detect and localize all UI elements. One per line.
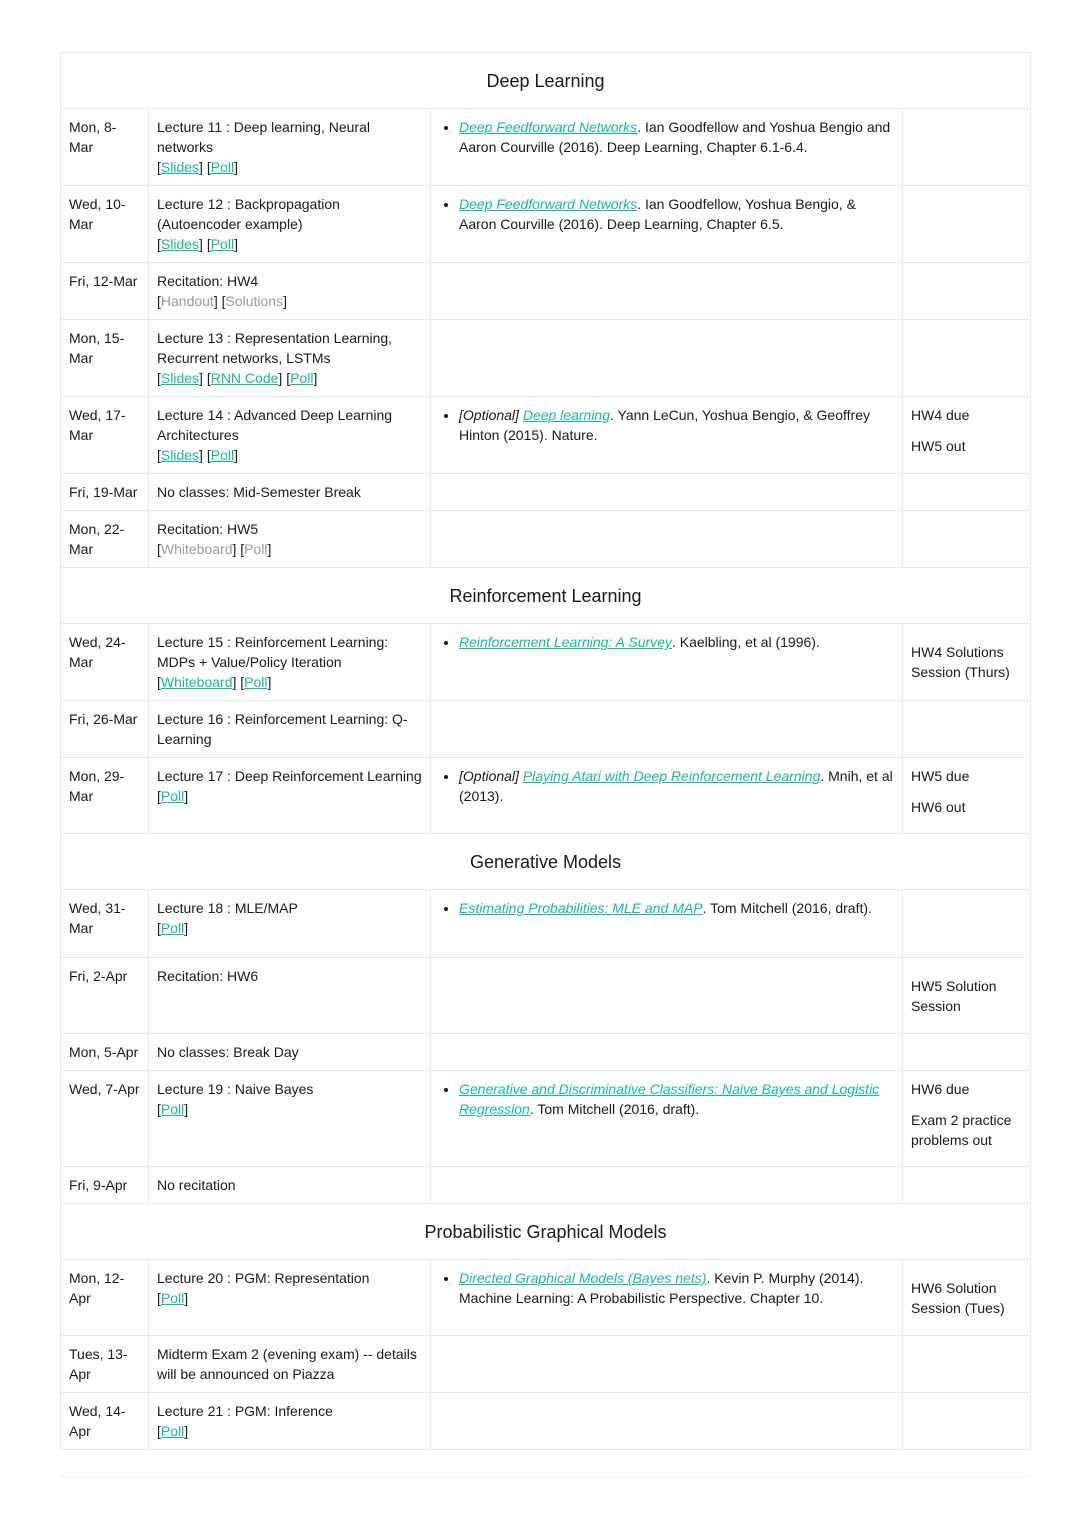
schedule-row — [61, 511, 1031, 568]
material-link-poll[interactable]: Poll — [210, 447, 235, 463]
reading-cell — [431, 474, 903, 511]
bracket: [ — [157, 370, 161, 386]
schedule-row — [61, 1336, 1031, 1393]
date-cell: Fri, 19-Mar — [61, 474, 149, 511]
material-link-poll[interactable]: Poll — [160, 1290, 185, 1306]
topic-cell — [149, 758, 431, 834]
date-cell: Fri, 26-Mar — [61, 701, 149, 758]
date-cell: Wed, 31-Mar — [61, 890, 149, 958]
due-cell — [903, 758, 1031, 834]
materials-links — [157, 1288, 422, 1308]
reading-item — [459, 1268, 894, 1308]
reading-cell — [431, 1071, 903, 1167]
material-link-whiteboard[interactable]: Whiteboard — [160, 674, 233, 690]
bracket: ] — [267, 674, 272, 690]
bracket: ] — [199, 447, 203, 463]
bracket: [ — [157, 236, 161, 252]
due-cell — [903, 320, 1031, 397]
due-cell — [903, 511, 1031, 568]
reading-citation: . Tom Mitchell (2016, draft). — [702, 900, 872, 916]
topic-text: Recitation: HW6 — [157, 968, 259, 984]
schedule-row — [61, 958, 1031, 1034]
bracket: ] — [184, 1101, 189, 1117]
date-cell: Mon, 12-Apr — [61, 1260, 149, 1336]
reading-cell — [431, 1034, 903, 1071]
materials-links — [157, 157, 422, 177]
schedule-row — [61, 1071, 1031, 1167]
footer-divider — [60, 1476, 1030, 1477]
date-cell: Tues, 13-Apr — [61, 1336, 149, 1393]
date-cell: Wed, 10-Mar — [61, 186, 149, 263]
due-cell — [903, 1336, 1031, 1393]
materials-links — [157, 672, 422, 692]
reading-item — [459, 1079, 894, 1119]
topic-cell — [149, 1393, 431, 1450]
bracket: ] — [234, 159, 238, 175]
reading-cell — [431, 109, 903, 186]
reading-link[interactable]: Estimating Probabilities: MLE and MAP — [459, 900, 703, 916]
date-cell: Wed, 17-Mar — [61, 397, 149, 474]
reading-cell — [431, 511, 903, 568]
due-item: HW6 Solution Session (Tues) — [911, 1279, 1005, 1316]
topic-text: Lecture 14 : Advanced Deep Learning Architectures — [157, 407, 393, 443]
topic-text: Lecture 13 : Representation Learning, Recurrent networks, LSTMs — [157, 330, 393, 366]
schedule-row — [61, 186, 1031, 263]
materials-links — [157, 539, 422, 559]
bracket: ] — [267, 541, 272, 557]
due-cell — [903, 397, 1031, 474]
due-item: HW5 Solution Session — [911, 977, 997, 1014]
topic-text: Lecture 18 : MLE/MAP — [157, 900, 298, 916]
reading-citation: . Ian Goodfellow and Yoshua Bengio and Aaron Courville (2016). Deep Learning, Chapter 6.1-6.4. — [459, 119, 891, 155]
topic-cell — [149, 1167, 431, 1204]
material-link-poll[interactable]: Poll — [210, 236, 235, 252]
topic-text: No recitation — [157, 1177, 236, 1193]
topic-cell — [149, 109, 431, 186]
section-header-row — [61, 834, 1031, 890]
schedule-row — [61, 1167, 1031, 1204]
reading-list — [439, 405, 894, 445]
due-cell — [903, 701, 1031, 758]
topic-cell — [149, 186, 431, 263]
topic-text: Lecture 11 : Deep learning, Neural networks — [157, 119, 370, 155]
schedule-row — [61, 109, 1031, 186]
topic-cell — [149, 320, 431, 397]
material-link-poll[interactable]: Poll — [160, 788, 185, 804]
due-cell — [903, 474, 1031, 511]
bracket: [ — [157, 1423, 161, 1439]
bracket: [ — [157, 1101, 161, 1117]
reading-item — [459, 898, 894, 918]
due-item: Exam 2 practice problems out — [911, 1112, 1012, 1148]
topic-cell — [149, 624, 431, 701]
materials-links — [157, 445, 422, 465]
materials-links — [157, 1099, 422, 1119]
due-cell — [903, 186, 1031, 263]
topic-cell — [149, 1071, 431, 1167]
schedule-row — [61, 1393, 1031, 1450]
due-item: HW4 Solutions Session (Thurs) — [911, 644, 1010, 680]
schedule-row — [61, 890, 1031, 958]
bracket: [ — [240, 674, 245, 690]
schedule-row — [61, 624, 1031, 701]
reading-cell — [431, 1167, 903, 1204]
material-link-slides[interactable]: Slides — [160, 236, 200, 252]
bracket: [ — [206, 447, 211, 463]
schedule-row — [61, 1260, 1031, 1336]
reading-citation: . Tom Mitchell (2016, draft). — [529, 1101, 700, 1117]
bracket: [ — [157, 1290, 161, 1306]
materials-links — [157, 918, 422, 938]
due-cell — [903, 890, 1031, 958]
reading-cell — [431, 263, 903, 320]
reading-citation: . Mnih, et al (2013). — [459, 768, 893, 804]
section-header-row — [61, 568, 1031, 624]
reading-item — [459, 632, 894, 652]
topic-text: Lecture 20 : PGM: Representation — [157, 1270, 370, 1286]
bracket: ] — [234, 236, 238, 252]
reading-cell — [431, 758, 903, 834]
topic-cell — [149, 263, 431, 320]
topic-text: No classes: Mid-Semester Break — [157, 484, 361, 500]
bracket: [ — [157, 159, 161, 175]
reading-cell — [431, 1393, 903, 1450]
topic-text: No classes: Break Day — [157, 1044, 299, 1060]
date-cell: Mon, 29-Mar — [61, 758, 149, 834]
reading-list — [439, 194, 894, 234]
section-header-row — [61, 53, 1031, 109]
reading-list — [439, 117, 894, 157]
reading-cell — [431, 1336, 903, 1393]
reading-cell — [431, 320, 903, 397]
topic-text: Recitation: HW4 — [157, 273, 259, 289]
reading-link[interactable]: Reinforcement Learning: A Survey — [459, 634, 672, 650]
date-cell: Wed, 24-Mar — [61, 624, 149, 701]
material-link-handout[interactable]: Handout — [160, 293, 214, 309]
materials-links — [157, 1421, 422, 1441]
reading-list — [439, 632, 894, 652]
topic-cell — [149, 511, 431, 568]
topic-cell — [149, 701, 431, 758]
reading-link[interactable]: Deep Feedforward Networks — [459, 196, 638, 212]
reading-link[interactable]: Deep Feedforward Networks — [459, 119, 638, 135]
due-cell — [903, 109, 1031, 186]
due-item: HW4 due — [911, 407, 970, 423]
topic-cell — [149, 890, 431, 958]
optional-tag: [Optional] — [459, 768, 519, 784]
schedule-row — [61, 397, 1031, 474]
optional-tag: [Optional] — [459, 407, 519, 423]
materials-links — [157, 368, 422, 388]
reading-cell — [431, 958, 903, 1034]
section-title: Probabilistic Graphical Models — [61, 1204, 1031, 1260]
material-link-poll[interactable]: Poll — [160, 1101, 185, 1117]
due-cell — [903, 958, 1031, 1034]
reading-citation: . Yann LeCun, Yoshua Bengio, & Geoffrey Hinton (2015). Nature. — [459, 407, 870, 443]
due-item: HW5 due — [911, 768, 970, 784]
topic-text: Lecture 15 : Reinforcement Learning: MDPs + Value/Policy Iteration — [157, 634, 389, 670]
material-link-slides[interactable]: Slides — [160, 159, 200, 175]
material-link-poll[interactable]: Poll — [210, 159, 235, 175]
date-cell: Mon, 5-Apr — [61, 1034, 149, 1071]
topic-cell — [149, 1336, 431, 1393]
reading-link[interactable]: Playing Atari with Deep Reinforcement Learning — [522, 768, 821, 784]
reading-citation: . Kevin P. Murphy (2014). Machine Learning: A Probabilistic Perspective. Chapter 10. — [459, 1270, 864, 1306]
topic-cell — [149, 1260, 431, 1336]
bracket: ] — [313, 370, 318, 386]
material-link-poll[interactable]: Poll — [244, 541, 268, 557]
schedule-row — [61, 474, 1031, 511]
reading-link[interactable]: Deep learning — [522, 407, 610, 423]
reading-citation: . Kaelbling, et al (1996). — [671, 634, 820, 650]
material-link-poll[interactable]: Poll — [290, 370, 314, 386]
reading-cell — [431, 1260, 903, 1336]
date-cell: Fri, 9-Apr — [61, 1167, 149, 1204]
material-link-poll[interactable]: Poll — [160, 1423, 185, 1439]
materials-links — [157, 786, 422, 806]
material-link-slides[interactable]: Slides — [160, 370, 200, 386]
date-cell: Mon, 15-Mar — [61, 320, 149, 397]
bracket: ] — [199, 370, 203, 386]
topic-text: Lecture 21 : PGM: Inference — [157, 1403, 333, 1419]
reading-citation: . Ian Goodfellow, Yoshua Bengio, & Aaron Courville (2016). Deep Learning, Chapter 6.5. — [459, 196, 856, 232]
materials-links — [157, 234, 422, 254]
bracket: ] — [213, 293, 218, 309]
due-item: HW5 out — [911, 438, 966, 454]
topic-text: Lecture 17 : Deep Reinforcement Learning — [157, 768, 422, 784]
material-link-rnn-code[interactable]: RNN Code — [210, 370, 279, 386]
schedule-row — [61, 320, 1031, 397]
date-cell: Wed, 7-Apr — [61, 1071, 149, 1167]
reading-cell — [431, 186, 903, 263]
reading-cell — [431, 397, 903, 474]
material-link-poll[interactable]: Poll — [244, 674, 268, 690]
bracket: [ — [286, 370, 291, 386]
material-link-poll[interactable]: Poll — [160, 920, 185, 936]
schedule-row — [61, 758, 1031, 834]
due-cell — [903, 1071, 1031, 1167]
material-link-slides[interactable]: Slides — [160, 447, 200, 463]
bracket: [ — [240, 541, 245, 557]
material-link-whiteboard[interactable]: Whiteboard — [160, 541, 233, 557]
bracket: [ — [157, 293, 161, 309]
schedule-table — [60, 52, 1031, 1450]
bracket: [ — [221, 293, 226, 309]
bracket: ] — [184, 788, 189, 804]
reading-cell — [431, 890, 903, 958]
bracket: ] — [232, 541, 237, 557]
reading-cell — [431, 701, 903, 758]
reading-cell — [431, 624, 903, 701]
bracket: [ — [157, 674, 161, 690]
material-link-solutions[interactable]: Solutions — [225, 293, 284, 309]
bracket: ] — [278, 370, 283, 386]
reading-item — [459, 405, 894, 445]
bracket: [ — [206, 370, 211, 386]
topic-cell — [149, 1034, 431, 1071]
bracket: [ — [206, 159, 211, 175]
reading-list — [439, 766, 894, 806]
bracket: ] — [283, 293, 287, 309]
materials-links — [157, 291, 422, 311]
topic-text: Lecture 12 : Backpropagation (Autoencoder example) — [157, 196, 340, 232]
topic-cell — [149, 397, 431, 474]
bracket: [ — [157, 541, 161, 557]
bracket: [ — [157, 447, 161, 463]
reading-item — [459, 766, 894, 806]
section-title: Reinforcement Learning — [61, 568, 1031, 624]
topic-text: Lecture 19 : Naive Bayes — [157, 1081, 314, 1097]
due-item: HW6 out — [911, 799, 966, 815]
bracket: ] — [234, 447, 238, 463]
due-cell — [903, 1034, 1031, 1071]
topic-cell — [149, 958, 431, 1034]
bracket: ] — [199, 236, 203, 252]
bracket: ] — [199, 159, 203, 175]
bracket: ] — [232, 674, 237, 690]
bracket: ] — [184, 1290, 189, 1306]
date-cell: Wed, 14-Apr — [61, 1393, 149, 1450]
due-cell — [903, 1393, 1031, 1450]
schedule-row — [61, 1034, 1031, 1071]
reading-list — [439, 1079, 894, 1119]
section-title: Deep Learning — [61, 53, 1031, 109]
reading-link[interactable]: Directed Graphical Models (Bayes nets) — [459, 1270, 707, 1286]
bracket: ] — [184, 1423, 189, 1439]
schedule-row — [61, 701, 1031, 758]
section-title: Generative Models — [61, 834, 1031, 890]
bracket: [ — [157, 788, 161, 804]
bracket: [ — [206, 236, 211, 252]
date-cell: Mon, 22-Mar — [61, 511, 149, 568]
reading-link[interactable]: Generative and Discriminative Classifiers: Naive Bayes and Logistic Regression — [459, 1081, 880, 1117]
topic-text: Recitation: HW5 — [157, 521, 259, 537]
reading-list — [439, 1268, 894, 1308]
section-header-row — [61, 1204, 1031, 1260]
due-cell — [903, 263, 1031, 320]
topic-cell — [149, 474, 431, 511]
date-cell: Mon, 8-Mar — [61, 109, 149, 186]
topic-text: Lecture 16 : Reinforcement Learning: Q-Learning — [157, 711, 408, 747]
reading-item — [459, 194, 894, 234]
due-cell — [903, 1167, 1031, 1204]
bracket: [ — [157, 920, 161, 936]
schedule-row — [61, 263, 1031, 320]
date-cell: Fri, 12-Mar — [61, 263, 149, 320]
due-item: HW6 due — [911, 1081, 970, 1097]
due-cell — [903, 624, 1031, 701]
reading-item — [459, 117, 894, 157]
due-cell — [903, 1260, 1031, 1336]
date-cell: Fri, 2-Apr — [61, 958, 149, 1034]
topic-text: Midterm Exam 2 (evening exam) -- details will be announced on Piazza — [157, 1346, 417, 1382]
bracket: ] — [184, 920, 189, 936]
reading-list — [439, 898, 894, 918]
